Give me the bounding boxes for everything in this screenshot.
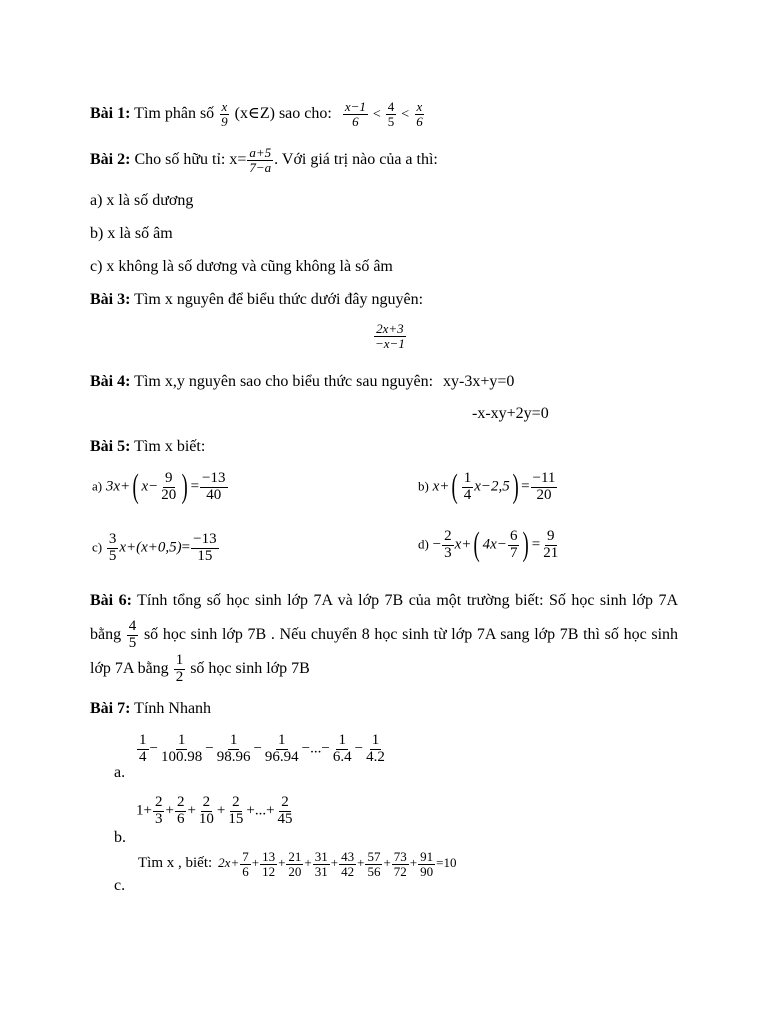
operator: ... <box>310 740 322 757</box>
problem-2-text: Cho số hữu tỉ: x= <box>134 150 247 168</box>
problem-2-a: a) x là số dương <box>90 192 194 209</box>
expression-7c <box>138 850 456 878</box>
problem-4 <box>90 373 514 391</box>
fraction: $\frac{2}{3}$ <box>154 794 163 827</box>
fraction: $\frac{1}{100.98}$ <box>160 732 203 765</box>
fraction-a5-over-7a: $\frac{a+5}{7-a}$ <box>249 145 272 175</box>
problem-4-equation-1: xy-3x+y=0 <box>443 373 515 390</box>
fraction: $\frac{73}{72}$ <box>393 849 407 879</box>
operator: − <box>253 740 262 757</box>
fraction: $\frac{13}{12}$ <box>262 849 276 879</box>
problem-3-label: Bài 3: <box>90 291 131 308</box>
problem-1-inequality: $\frac{x-1}{6}$ < $\frac{4}{5}$ < $\frac{x}{6}$ <box>344 99 423 129</box>
problem-6-text-3: số học sinh lớp 7B <box>190 660 310 677</box>
operator: + <box>165 802 174 819</box>
problem-7-label: Bài 7: <box>90 700 131 717</box>
fraction: $\frac{91}{90}$ <box>420 849 434 879</box>
problem-1-condition: (x∈Z) sao cho: <box>234 104 332 122</box>
fraction: $\frac{1}{96.94}$ <box>264 732 299 765</box>
operator: + <box>357 855 365 871</box>
problem-1 <box>90 100 426 128</box>
problem-7a-label: a. <box>114 764 126 781</box>
problem-6 <box>90 584 678 686</box>
problem-7b-label: b. <box>114 829 126 846</box>
problem-1-label: Bài 1: <box>90 104 131 122</box>
fraction: $\frac{2}{45}$ <box>277 794 293 827</box>
operator: + <box>251 855 260 871</box>
fraction: $\frac{2}{15}$ <box>228 794 244 827</box>
operator: 2x+ <box>218 855 240 871</box>
problem-3-expression: $\frac{2x+3}{-x-1}$ <box>375 321 405 351</box>
problem-1-text: Tìm phân số <box>134 104 215 122</box>
fraction-4-over-5: $\frac{4}{5}$ <box>128 618 137 651</box>
operator: − <box>301 740 311 757</box>
fraction: $\frac{2}{6}$ <box>176 794 185 827</box>
fraction: $\frac{31}{31}$ <box>314 849 328 879</box>
operator: + <box>278 855 286 871</box>
operator: − <box>149 740 158 757</box>
problem-4-equation-2: -x-xy+2y=0 <box>472 405 549 422</box>
expression-7b <box>136 795 296 828</box>
problem-3-text: Tìm x nguyên để biểu thức dưới đây nguyên: <box>134 291 424 308</box>
problem-7 <box>90 700 211 718</box>
problem-5 <box>90 438 205 456</box>
problem-2-b: b) x là số âm <box>90 225 173 242</box>
operator: 1+ <box>136 802 152 819</box>
equation-5b: b) x+( $\frac{1}{4}$ x−2,5) = $\frac{-11}{20}$ <box>418 468 556 505</box>
operator: + <box>187 802 196 819</box>
equation-5d: d) − $\frac{2}{3}$ x+( 4x− $\frac{6}{7}$ ) = $\frac{9}{21}$ <box>418 526 559 563</box>
operator: + <box>216 802 226 819</box>
fraction: $\frac{1}{4.2}$ <box>366 732 385 765</box>
problem-5-label: Bài 5: <box>90 438 131 455</box>
fraction: $\frac{2}{10}$ <box>198 794 214 827</box>
operator: =10 <box>436 855 457 871</box>
equation-5c: c) $\frac{3}{5}$ x+(x+0,5)= $\frac{-13}{15}$ <box>92 531 217 564</box>
problem-6-text-1: Tính tổng số học sinh lớp 7A và lớp 7B của một trường biết: Số học sinh lớp 7A bằng <box>90 592 678 643</box>
fraction-x-over-9: $\frac{x}{9}$ <box>221 99 228 129</box>
operator: + <box>330 855 339 871</box>
operator: − <box>321 740 330 757</box>
fraction: $\frac{1}{98.96}$ <box>216 732 251 765</box>
fraction: $\frac{21}{20}$ <box>288 849 302 879</box>
operator: +...+ <box>246 802 275 819</box>
problem-2-label: Bài 2: <box>90 150 131 168</box>
problem-6-label: Bài 6: <box>90 592 132 609</box>
fraction: $\frac{1}{6.4}$ <box>332 732 352 765</box>
problem-7-text: Tính Nhanh <box>134 700 212 717</box>
problem-4-text: Tìm x,y nguyên sao cho biểu thức sau nguyên: <box>134 373 434 390</box>
fraction: $\frac{7}{6}$ <box>242 849 249 879</box>
problem-2-question: . Với giá trị nào của a thì: <box>274 150 438 168</box>
fraction: $\frac{57}{56}$ <box>367 849 381 879</box>
fraction: $\frac{1}{4}$ <box>139 732 147 765</box>
problem-7c-prompt: Tìm x , biết: <box>138 855 213 872</box>
operator: + <box>409 855 418 871</box>
problem-2-c: c) x không là số dương và cũng không là số âm <box>90 258 393 275</box>
problem-3 <box>90 291 423 309</box>
operator: + <box>383 855 391 871</box>
fraction: $\frac{43}{42}$ <box>341 849 355 879</box>
problem-6-text-2: số học sinh lớp 7B . Nếu chuyển 8 học sinh từ lớp 7A sang lớp 7B thì số học sinh lớp 7A bằng <box>90 626 679 677</box>
fraction-1-over-2: $\frac{1}{2}$ <box>175 652 184 685</box>
operator: − <box>354 740 364 757</box>
problem-5-text: Tìm x biết: <box>134 438 206 455</box>
operator: − <box>205 740 214 757</box>
problem-4-label: Bài 4: <box>90 373 131 390</box>
operator: + <box>304 855 312 871</box>
expression-7a <box>136 733 388 766</box>
problem-2 <box>90 146 438 174</box>
equation-5a: a) 3x+( x− $\frac{9}{20}$ ) = $\frac{-13}{40}$ <box>92 468 226 505</box>
problem-7c-label: c. <box>114 877 126 894</box>
